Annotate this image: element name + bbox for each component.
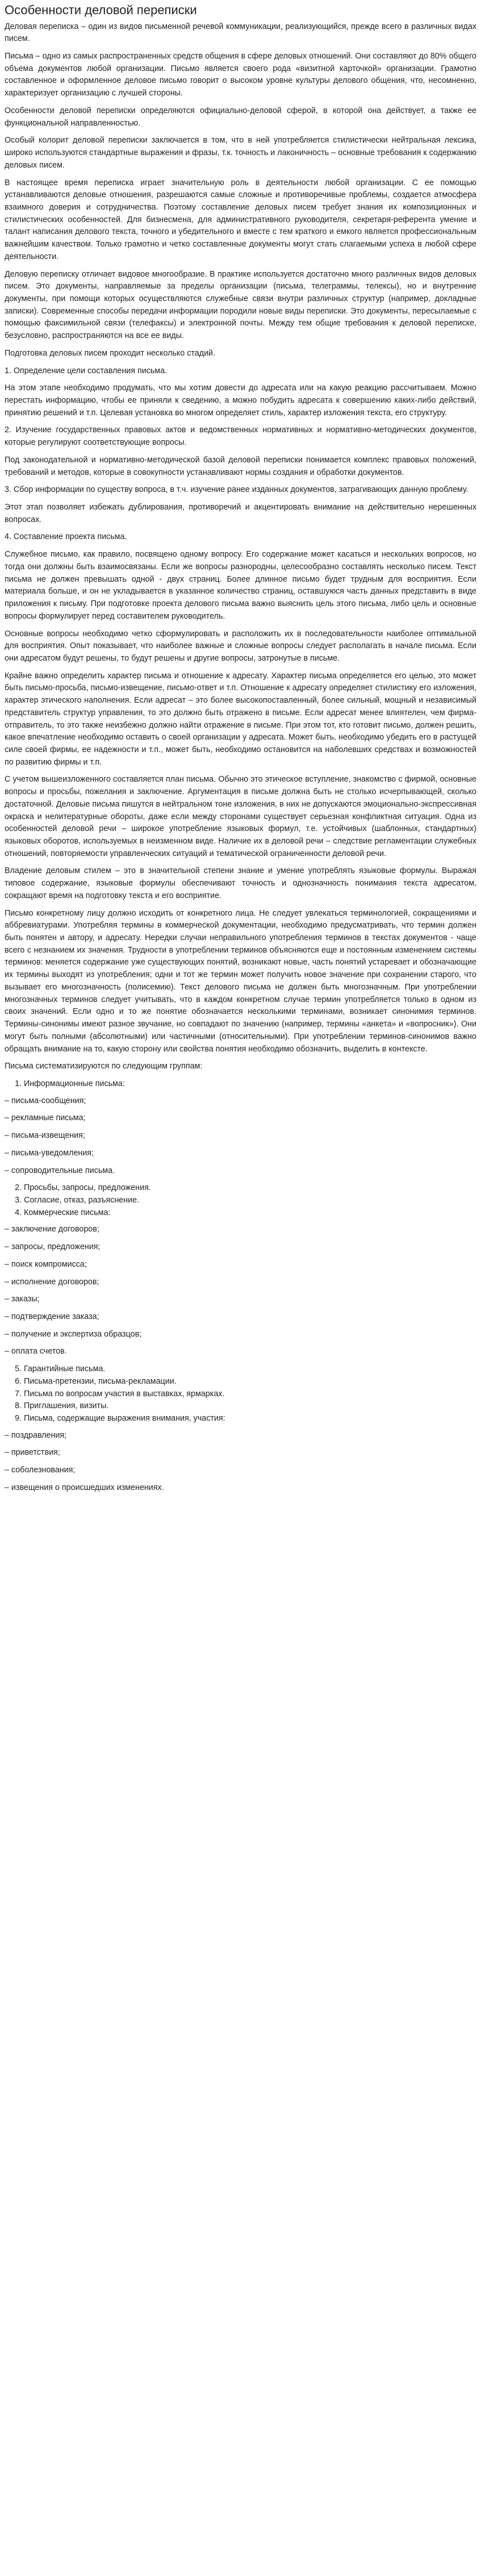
- paragraph: 4. Составление проекта письма.: [5, 532, 127, 542]
- dash-item: – поздравления;: [5, 1430, 67, 1440]
- letter-groups-list: [5, 1182, 476, 1219]
- paragraph: Подготовка деловых писем проходит несколько стадий.: [5, 348, 216, 358]
- dash-item: – письма-извещения;: [5, 1131, 85, 1141]
- dash-item: – сопроводительные письма.: [5, 1166, 115, 1175]
- commercial-letters-sublist: [5, 1224, 476, 1358]
- letter-groups-list: [5, 1078, 476, 1091]
- paragraph: С учетом вышеизложенного составляется план письма. Обычно это этическое вступление, знакомство с фирмой, основные вопросы и просьбы, пожелания и заключение. Аргументация в письме должна быть не столько исчерпывающей, сколько достаточной. Деловые письма пишутся в нейтральном тоне изложения, в них не допускаются эмоционально-экспрессивная окраска и нелитературные обороты, даже если между сторонами существует серьезная конфликтная ситуация. Одна из особенностей деловой речи – широкое употребление языковых формул, т.е. устойчивых (шаблонных, стандартных) языковых оборотов, используемых в неизменном виде. Наличие их в деловой речи – следствие регламентации служебных отношений, повторяемости управленческих ситуаций и тематической ограниченности деловой речи.: [5, 775, 476, 858]
- list-item: 9. Письма, содержащие выражения внимания, участия:: [24, 1413, 476, 1425]
- list-item: 3. Согласие, отказ, разъяснение.: [24, 1195, 476, 1207]
- paragraph: Этот этап позволяет избежать дублирования, противоречий и акцентировать внимание на действительно нерешенных вопросах.: [5, 503, 476, 524]
- paragraph: Под законодательной и нормативно-методической базой деловой переписки понимается комплекс правовых положений, требований и методов, которые в совокупности устанавливают нормы создания и обработки документов.: [5, 455, 476, 477]
- paragraph: 1. Определение цели составления письма.: [5, 366, 168, 375]
- list-item: 1. Информационные письма:: [24, 1078, 476, 1091]
- dash-item: – приветствия;: [5, 1448, 60, 1458]
- dash-item: – письма-сообщения;: [5, 1096, 86, 1105]
- list-item: 7. Письма по вопросам участия в выставках, ярмарках.: [24, 1388, 476, 1401]
- informational-letters-sublist: [5, 1095, 476, 1178]
- dash-item: – заказы;: [5, 1295, 40, 1304]
- paragraph: Служебное письмо, как правило, посвящено одному вопросу. Его содержание может касаться и нескольких вопросов, но тогда они должны быть взаимосвязаны. Если же вопросы разнородны, целесообразно составлять несколько писем. Текст письма не должен превышать одной - двух страниц. Более длинное письмо будет трудным для восприятия. Если материала больше, и он не укладывается в указанное количество страниц, оставшуюся часть данных представить в виде приложения к письму. При подготовке проекта делового письма важно выяснить цель этого письма, либо цель и основные вопросы формулирует перед составителем руководитель.: [5, 550, 476, 621]
- dash-item: – получение и экспертиза образцов;: [5, 1329, 142, 1339]
- dash-item: – соболезнования;: [5, 1466, 76, 1475]
- paragraph: Основные вопросы необходимо четко сформулировать и расположить их в последовательности наиболее оптимальной для восприятия. Опыт показывает, что наиболее важные и сложные вопросы следует располагать в начале письма. Если они адресатом будут решены, то будут решены и другие вопросы, затронутые в письме.: [5, 629, 476, 663]
- paragraph: Особый колорит деловой переписки заключается в том, что в ней употребляется стилистически нейтральная лексика, широко используются стандартные выражения и фразы, т.к. точность и лаконичность – основные требования к содержанию деловых писем.: [5, 136, 476, 170]
- dash-item: – рекламные письма;: [5, 1113, 86, 1123]
- page-title: Особенности деловой переписки: [5, 3, 197, 17]
- paragraph: 3. Сбор информации по существу вопроса, в т.ч. изучение ранее изданных документов, затрагивающих данную проблему.: [5, 485, 469, 495]
- dash-item: – исполнение договоров;: [5, 1277, 99, 1287]
- paragraph: 2. Изучение государственных правовых актов и ведомственных нормативных и нормативно-методических документов, которые регулируют соответствующие вопросы.: [5, 425, 476, 448]
- list-item: 4. Коммерческие письма:: [24, 1207, 476, 1220]
- dash-item: – письма-уведомления;: [5, 1148, 94, 1158]
- paragraph: Письма систематизируются по следующим группам:: [5, 1062, 203, 1071]
- dash-item: – оплата счетов.: [5, 1347, 67, 1356]
- list-item: 8. Приглашения, визиты.: [24, 1400, 476, 1413]
- dash-item: – заключение договоров;: [5, 1225, 99, 1234]
- paragraph: Владение деловым стилем – это в значительной степени знание и умение употреблять языковые формулы. Выражая типовое содержание, языковые формулы обеспечивают точность и однозначность понимания текста адресатом, сокращают время на подготовку текста и его восприятие.: [5, 866, 476, 900]
- dash-item: – извещения о происшедших изменениях.: [5, 1483, 164, 1492]
- paragraph: Письма – одно из самых распространенных средств общения в сфере деловых отношений. Они составляют до 80% общего объема документов любой организации. Письмо является своего рода «визитной карточкой» организации. Грамотно составленное и оформленное деловое письмо говорит о высоком уровне культуры делового общения, что, несомненно, характеризует организацию с лучшей стороны.: [5, 52, 476, 98]
- paragraph: Крайне важно определить характер письма и отношение к адресату. Характер письма определяется его целью, это может быть письмо-просьба, письмо-извещение, письмо-ответ и т.п. Отношение к адресату определяет стилистику его изложения, характер этического наполнения. Если адресат – это более высокопоставленный, более сильный, мощный и независимый представитель структур управления, то это должно быть отражено в письме. Если адресат менее влиятелен, чем фирма-отправитель, то это также неизбежно должно найти отражение в письме. При этом тот, кто готовит письмо, должен решить, какое впечатление необходимо оставить о своей организации у адресата. Может быть, необходимо убедить его в растущей силе своей фирмы, ее надежности и т.п., может быть, необходимо остановится на наболевших средствах и возможностей по развитию фирмы и т.п.: [5, 671, 476, 767]
- article-body: [5, 21, 476, 1073]
- dash-item: – запросы, предложения;: [5, 1242, 101, 1252]
- attention-letters-sublist: [5, 1430, 476, 1494]
- dash-item: – подтверждение заказа;: [5, 1312, 99, 1321]
- list-item: 2. Просьбы, запросы, предложения.: [24, 1182, 476, 1195]
- paragraph: В настоящее время переписка играет значительную роль в деятельности любой организации. С ее помощью устанавливаются деловые отношения, разрешаются самые сложные и противоречивые проблемы, создается атмосфера взаимного доверия и сотрудничества. Поэтому составление деловых писем требует знания их композиционных и стилистических особенностей. Для бизнесмена, для административного руководителя, секретаря-референта умение и талант написания делового текста, точного и убедительного и вместе с тем краткого и емкого является профессиональным важнейшим качеством. Только грамотно и четко составленные документы могут стать слагаемыми успеха в любой сфере деятельности.: [5, 178, 476, 261]
- dash-item: – поиск компромисса;: [5, 1259, 87, 1269]
- list-item: 5. Гарантийные письма.: [24, 1363, 476, 1376]
- list-item: 6. Письма-претензии, письма-рекламации.: [24, 1376, 476, 1388]
- paragraph: Деловая переписка – один из видов письменной речевой коммуникации, реализующийся, прежде всего в различных видах писем.: [5, 22, 476, 44]
- letter-groups-list: [5, 1363, 476, 1425]
- paragraph: Особенности деловой переписки определяются официально-деловой сферой, в которой она действует, а также ее функциональной направленностью.: [5, 106, 476, 128]
- paragraph: На этом этапе необходимо продумать, что мы хотим довести до адресата или на какую реакцию рассчитываем. Можно перестать информацию, чтобы ее приняли к сведению, а можно побудить адресата к совершению каких-либо действий, принятию решений и т.п. Целевая установка во многом определяет стиль, характер изложения текста, его структуру.: [5, 383, 476, 417]
- paragraph: Письмо конкретному лицу должно исходить от конкретного лица. Не следует увлекаться терминологией, сокращениями и аббревиатурами. Употребляя термины в коммерческой документации, необходимо предусматривать, что термин должен быть понятен и автору, и адресату. Нередки случаи неправильного употребления терминов в текстах документов - чаще всего с незнанием их значения. Трудности в употреблении терминов объясняются еще и постоянным изменением системы терминов: меняется содержание уже существующих понятий, возникают новые, часть понятий устаревает и обозначающие их термины выходят из употребления; одни и тот же термин может получить новое значение при сохранении старого, что вызывает его многозначность (полисемию). Текст делового письма не должен быть многозначным. При употреблении многозначных терминов следует учитывать, что в каждом конкретном случае термин употребляется только в одном из своих значений. Если одно и то же понятие обозначается несколькими терминами, возникает синонимия терминов. Термины-синонимы имеют разное звучание, но совпадают по значению (например, термины «анкета» и «вопросник»). Они могут быть полными (абсолютными) или частичными (относительными). При употреблении терминов-синонимов важно обращать внимание на то, какую сторону или свойства понятия необходимо обозначить, выделить в контексте.: [5, 908, 476, 1054]
- paragraph: Деловую переписку отличает видовое многообразие. В практике используется достаточно много различных видов деловых писем. Это документы, направляемые за пределы организации (письма, телеграммы, телексы), но и внутренние документы, при помощи которых осуществляются служебные связи внутри различных структур (например, докладные записки). Современные способы передачи информации породили новые виды переписки. Это документы, пересылаемые с помощью факсимильной связи (телефаксы) и электронной почты. Между тем общие требования к деловой переписке, безусловно, распространяются на все ее виды.: [5, 269, 476, 341]
